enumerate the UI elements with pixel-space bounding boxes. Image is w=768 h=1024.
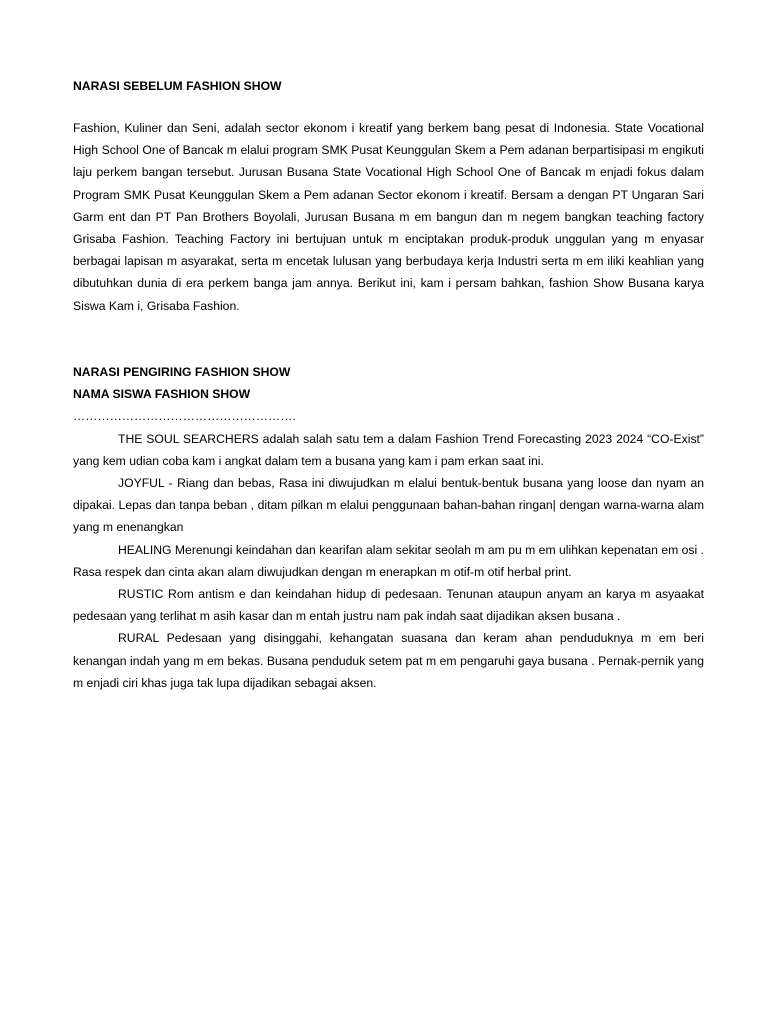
section-heading-accompanying: NARASI PENGIRING FASHION SHOW xyxy=(73,365,291,379)
student-names-placeholder-dots: ………………………………………………. xyxy=(73,409,296,424)
theme-paragraph-rustic: RUSTIC Rom antism e dan keindahan hidup di pedesaan. Tenunan ataupun anyam an karya m asyaakat pedesaan yang terlihat m asih kasar dan m entah justru nam pak indah saat dijadikan aksen busana . xyxy=(73,587,704,624)
theme-paragraph-soul-searchers: THE SOUL SEARCHERS adalah salah satu tem a dalam Fashion Trend Forecasting 2023 2024 “CO-Exist” yang kem udian coba kam i angkat dalam tem a busana yang kam i pam erkan saat ini. xyxy=(73,431,704,468)
theme-paragraph-healing: HEALING Merenungi keindahan dan kearifan alam sekitar seolah m am pu m em ulihkan kepenatan em osi . Rasa respek dan cinta akan alam diwujudkan dengan m enerapkan m otif-m otif herbal print. xyxy=(73,542,704,579)
theme-paragraph-rural: RURAL Pedesaan yang disinggahi, kehangatan suasana dan keram ahan penduduknya m em beri kenangan indah yang m em bekas. Busana penduduk setem pat m em pengaruhi gaya busana . Pernak-pernik yang m enjadi ciri khas juga tak lupa dijadikan sebagai aksen. xyxy=(73,631,704,690)
intro-paragraph: Fashion, Kuliner dan Seni, adalah sector ekonom i kreatif yang berkem bang pesat di Indonesia. State Vocational High School One of Bancak m elalui program SMK Pusat Keunggulan Skem a Pem adanan berpartisipasi m engikuti laju perkem bangan tersebut. Jurusan Busana State Vocational High School One of Bancak m enjadi fokus dalam Program SMK Pusat Keunggulan Skem a Pem adanan Sector ekonom i kreatif. Bersam a dengan PT Ungaran Sari Garm ent dan PT Pan Brothers Boyolali, Jurusan Busana m em bangun dan m negem bangkan teaching factory Grisaba Fashion. Teaching Factory ini bertujuan untuk m enciptakan produk-produk unggulan yang m enyasar berbagai lapisan m asyarakat, serta m encetak lulusan yang berbudaya kerja Industri serta m em iliki keahlian yang dibutuhkan dunia di era perkem banga jam annya. Berikut ini, kam i persam bahkan, fashion Show Busana karya Siswa Kam i, Grisaba Fashion. xyxy=(73,121,704,313)
section-heading-before-show: NARASI SEBELUM FASHION SHOW xyxy=(73,79,282,93)
student-names-heading: NAMA SISWA FASHION SHOW xyxy=(73,387,251,402)
accompanying-narration-section xyxy=(73,361,704,694)
theme-paragraph-joyful: JOYFUL - Riang dan bebas, Rasa ini diwujudkan m elalui bentuk-bentuk busana yang loose dan nyam an dipakai. Lepas dan tanpa beban , ditam pilkan m elalui penggunaan bahan-bahan ringan| dengan warna-warna alam yang m enenangkan xyxy=(73,476,704,535)
